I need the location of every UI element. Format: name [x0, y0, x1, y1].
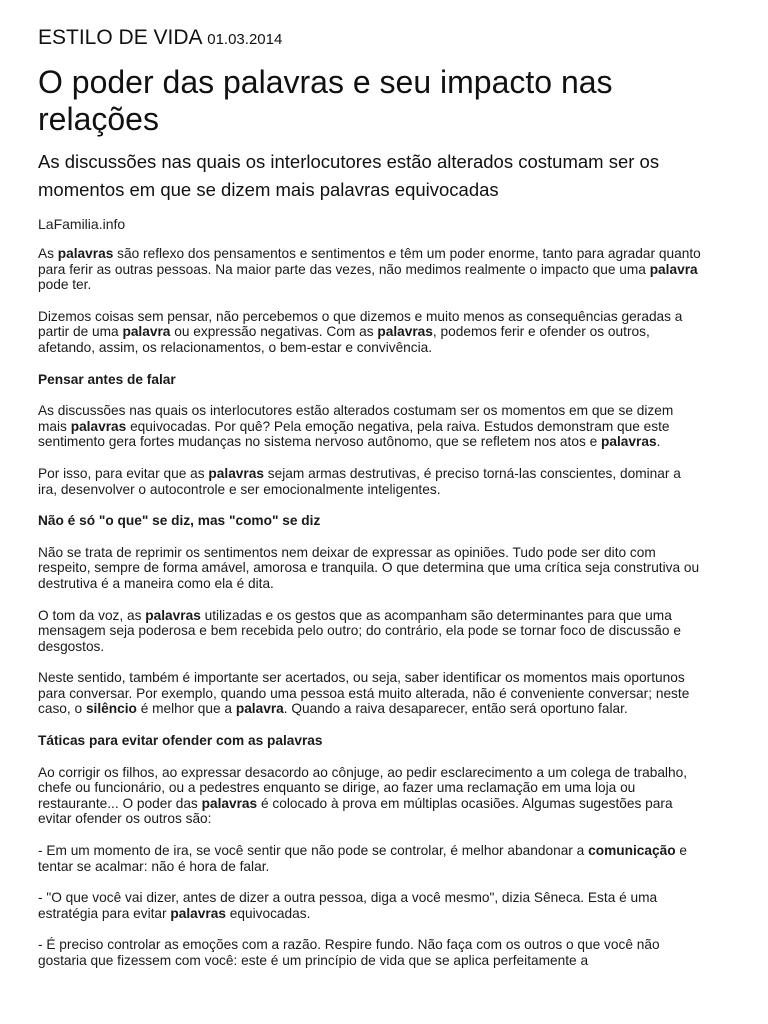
text-segment: Neste sentido, também é importante ser acertados, ou seja, saber identificar os momentos mais oportunos para conversar. Por exemplo, quando uma pessoa está muito alterada, não é conveniente conversar; neste caso, o — [38, 670, 690, 717]
article-title: O poder das palavras e seu impacto nas relações — [38, 64, 613, 137]
text-segment: . — [656, 434, 661, 450]
section-heading — [38, 733, 702, 749]
text-segment: - "O que você vai dizer, antes de dizer a outra pessoa, diga a você mesmo", dizia Sêneca. Esta é uma estratégia para evitar — [38, 890, 658, 921]
text-segment: Não se trata de reprimir os sentimentos nem deixar de expressar as opiniões. Tudo pode ser dito com respeito, sempre de forma amável, amorosa e tranquila. O que determina que uma crítica seja construtiva ou destrutiva é a maneira como ela é dita. — [38, 544, 700, 591]
text-segment: pode ter. — [38, 277, 92, 293]
bold-term: comunicação — [588, 843, 676, 859]
bold-term: palavras — [601, 434, 657, 450]
section-heading — [38, 513, 702, 529]
body-paragraph — [38, 403, 702, 450]
body-paragraph — [38, 843, 702, 874]
text-segment: é melhor que a — [136, 701, 236, 717]
section-line — [38, 24, 738, 54]
body-paragraph — [38, 670, 702, 717]
text-segment: ou expressão negativas. Com as — [170, 324, 378, 340]
text-segment: O tom da voz, as — [38, 607, 146, 623]
text-segment: utilizadas e os gestos que as acompanham são determinantes para que uma mensagem seja poderosa e bem recebida pelo outro; do contrário, ela pode se tornar foco de discussão e desgostos. — [38, 607, 681, 654]
body-paragraph — [38, 246, 702, 293]
bold-term: palavras — [145, 607, 201, 623]
text-segment: Táticas para evitar ofender com as palavras — [38, 733, 323, 749]
text-segment: - É preciso controlar as emoções com a razão. Respire fundo. Não faça com os outros o que você não gostaria que fizessem com você: este é um princípio de vida que se aplica perfeitamente a — [38, 937, 660, 968]
body-paragraph — [38, 765, 702, 827]
text-segment: As discussões nas quais os interlocutores estão alterados costumam ser os momentos em que se dizem mais — [38, 403, 674, 434]
article-source: LaFamilia.info — [38, 216, 126, 232]
bold-term: palavras — [208, 465, 264, 481]
text-segment: As — [38, 246, 58, 261]
bold-term: silêncio — [85, 701, 137, 717]
text-segment: sejam armas destrutivas, é preciso torná-las conscientes, dominar a ira, desenvolver o autocontrole e ser emocionalmente inteligentes. — [38, 465, 681, 497]
section-heading — [38, 372, 702, 388]
text-segment: Pensar antes de falar — [38, 371, 176, 387]
bold-term: palavra — [649, 261, 698, 277]
body-paragraph — [38, 937, 702, 968]
bold-term: palavras — [70, 418, 127, 434]
bold-term: palavras — [57, 246, 114, 261]
bold-term: palavras — [377, 324, 433, 340]
bold-term: palavras — [170, 905, 226, 921]
section-label: ESTILO DE VIDA — [38, 26, 202, 49]
body-paragraph — [38, 466, 702, 497]
bold-term: palavra — [235, 701, 284, 717]
article-body — [38, 246, 702, 985]
text-segment: Ao corrigir os filhos, ao expressar desacordo ao cônjuge, ao pedir esclarecimento a um colega de trabalho, chefe ou funcionário, ou a pedestres enquanto se dirige, ao fazer uma reclamação em uma loja ou restaurante... O poder das — [38, 764, 687, 811]
text-segment: Por isso, para evitar que as — [38, 465, 209, 481]
publish-date: 01.03.2014 — [207, 31, 283, 48]
body-paragraph — [38, 608, 702, 655]
bold-term: palavra — [122, 324, 171, 340]
text-segment: equivocadas. Por quê? Pela emoção negativa, pela raiva. Estudos demonstram que este sentimento gera fortes mudanças no sistema nervoso autônomo, que se refletem nos atos e — [38, 418, 670, 450]
article-header — [38, 24, 738, 233]
text-segment: e tentar se acalmar: não é hora de falar. — [38, 843, 687, 874]
bold-term: palavras — [201, 795, 258, 811]
text-segment: são reflexo dos pensamentos e sentimentos e têm um poder enorme, tanto para agradar quanto para ferir as outras pessoas. Na maior parte das vezes, não medimos realmente o impacto que uma — [38, 246, 701, 277]
text-segment: - Em um momento de ira, se você sentir que não pode se controlar, é melhor abandonar a — [38, 843, 589, 859]
text-segment: , podemos ferir e ofender os outros, afetando, assim, os relacionamentos, o bem-estar e convivência. — [38, 324, 650, 355]
text-segment: . Quando a raiva desaparecer, então será oportuno falar. — [283, 701, 628, 717]
article-subtitle: As discussões nas quais os interlocutores estão alterados costumam ser os momentos em que se dizem mais palavras equivocadas — [38, 151, 660, 200]
text-segment: Não é só "o que" se diz, mas "como" se diz — [38, 513, 321, 529]
text-segment: equivocadas. — [225, 905, 311, 921]
text-segment: Dizemos coisas sem pensar, não percebemos o que dizemos e muito menos as consequências geradas a partir de uma — [38, 308, 683, 340]
body-paragraph — [38, 309, 702, 356]
text-segment: é colocado à prova em múltiplas ocasiões. Algumas sugestões para evitar ofender os outros são: — [38, 795, 673, 827]
body-paragraph — [38, 890, 702, 921]
body-paragraph — [38, 545, 702, 592]
